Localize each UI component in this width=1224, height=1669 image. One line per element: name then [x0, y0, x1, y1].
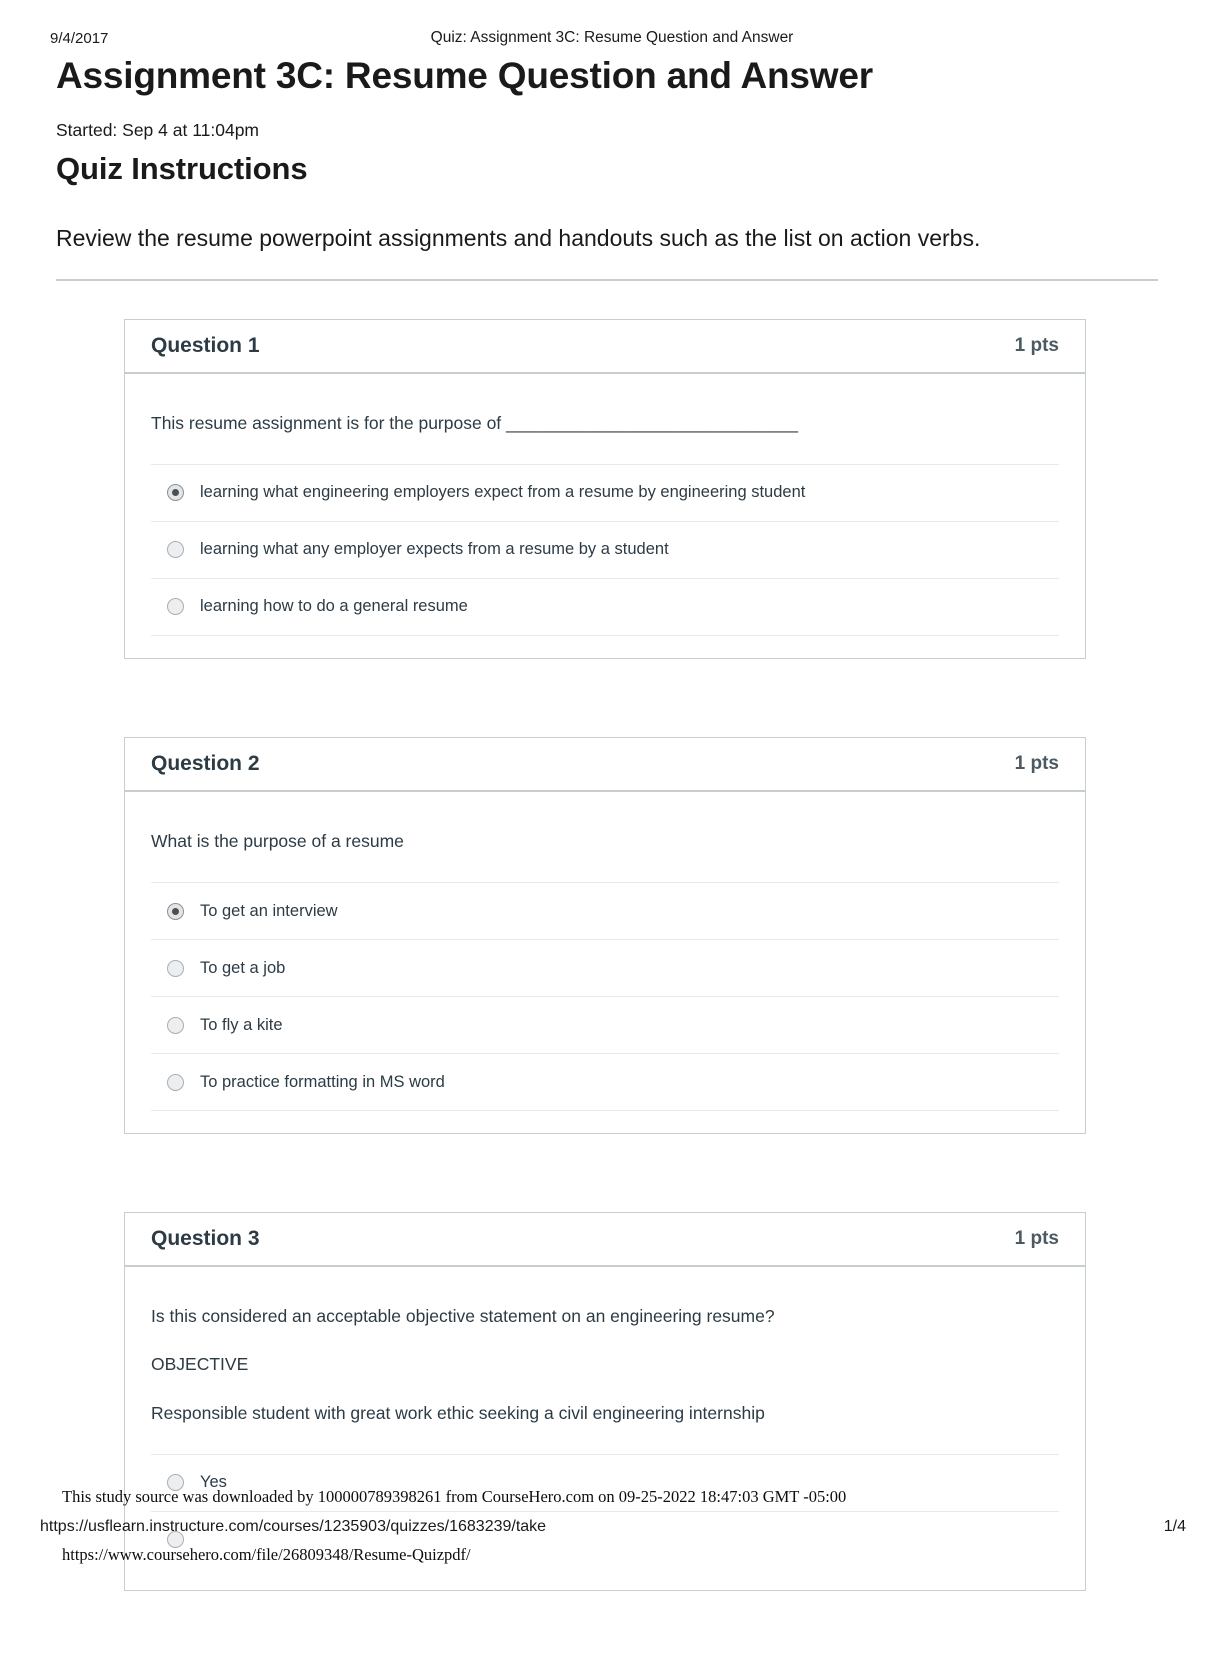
- question-number-label: Question 1: [151, 333, 260, 357]
- radio-selected-icon[interactable]: [167, 484, 184, 501]
- question-body: [125, 792, 1085, 1133]
- radio-unselected-icon[interactable]: [167, 1017, 184, 1034]
- radio-unselected-icon[interactable]: [167, 598, 184, 615]
- print-footer-page-number: 1/4: [1163, 1518, 1186, 1535]
- quiz-started-timestamp: Started: Sep 4 at 11:04pm: [56, 119, 260, 140]
- answer-option[interactable]: [151, 939, 1059, 996]
- print-header-date: 9/4/2017: [50, 29, 109, 47]
- radio-unselected-icon[interactable]: [167, 1074, 184, 1091]
- quiz-instructions-text: Review the resume powerpoint assignments and handouts such as the list on action verbs.: [56, 224, 981, 251]
- answer-options: [151, 882, 1059, 1111]
- question-points-label: 1 pts: [1014, 752, 1059, 774]
- question-card: [124, 319, 1086, 659]
- coursehero-source-url: https://www.coursehero.com/file/26809348/Resume-Quizpdf/: [62, 1545, 471, 1564]
- radio-selected-icon[interactable]: [167, 903, 184, 920]
- page-title: Assignment 3C: Resume Question and Answer: [56, 55, 873, 96]
- answer-option-label: learning how to do a general resume: [200, 597, 468, 616]
- radio-unselected-icon[interactable]: [167, 541, 184, 558]
- answer-option-label: learning what engineering employers expect from a resume by engineering student: [200, 483, 806, 502]
- question-prompt-line: This resume assignment is for the purpose of ______________________________: [151, 412, 799, 433]
- print-footer-url: https://usflearn.instructure.com/courses/1235903/quizzes/1683239/take: [40, 1518, 547, 1535]
- print-footer: [0, 1518, 1224, 1542]
- question-points-label: 1 pts: [1014, 1228, 1059, 1250]
- answer-option-label: Yes: [200, 1473, 227, 1492]
- questions-list: [56, 319, 1162, 1591]
- question-header: [125, 320, 1085, 374]
- question-header: [125, 738, 1085, 792]
- answer-option[interactable]: [151, 996, 1059, 1053]
- question-body: [125, 374, 1085, 658]
- question-card: [124, 737, 1086, 1134]
- question-header: [125, 1213, 1085, 1267]
- question-prompt-line: OBJECTIVE: [151, 1354, 249, 1375]
- answer-option-label: To fly a kite: [200, 1015, 283, 1034]
- question-prompt-line: What is the purpose of a resume: [151, 830, 404, 851]
- instructions-divider: [56, 279, 1158, 281]
- question-number-label: Question 3: [151, 1227, 260, 1251]
- radio-unselected-icon[interactable]: [167, 960, 184, 977]
- answer-option-label: To get an interview: [200, 901, 338, 920]
- answer-option-label: To get a job: [200, 958, 286, 977]
- answer-option[interactable]: [151, 578, 1059, 636]
- question-number-label: Question 2: [151, 751, 260, 775]
- question-prompt-line: Responsible student with great work ethic seeking a civil engineering internship: [151, 1402, 765, 1423]
- answer-option[interactable]: [151, 521, 1059, 578]
- answer-option[interactable]: [151, 882, 1059, 939]
- print-header-title: Quiz: Assignment 3C: Resume Question and Answer: [430, 29, 794, 46]
- question-points-label: 1 pts: [1014, 334, 1059, 356]
- print-header: [0, 28, 1224, 48]
- coursehero-watermark: This study source was downloaded by 100000789398261 from CourseHero.com on 09-25-2022 18:47:03 GMT -05:00: [62, 1487, 847, 1506]
- quiz-instructions-heading: Quiz Instructions: [56, 150, 308, 186]
- answer-option[interactable]: [151, 464, 1059, 521]
- quiz-page: [56, 55, 1162, 1669]
- answer-option[interactable]: [151, 1053, 1059, 1111]
- answer-option-label: learning what any employer expects from a resume by a student: [200, 540, 669, 559]
- answer-option-label: To practice formatting in MS word: [200, 1072, 445, 1091]
- answer-options: [151, 464, 1059, 636]
- question-prompt-line: Is this considered an acceptable objective statement on an engineering resume?: [151, 1306, 775, 1327]
